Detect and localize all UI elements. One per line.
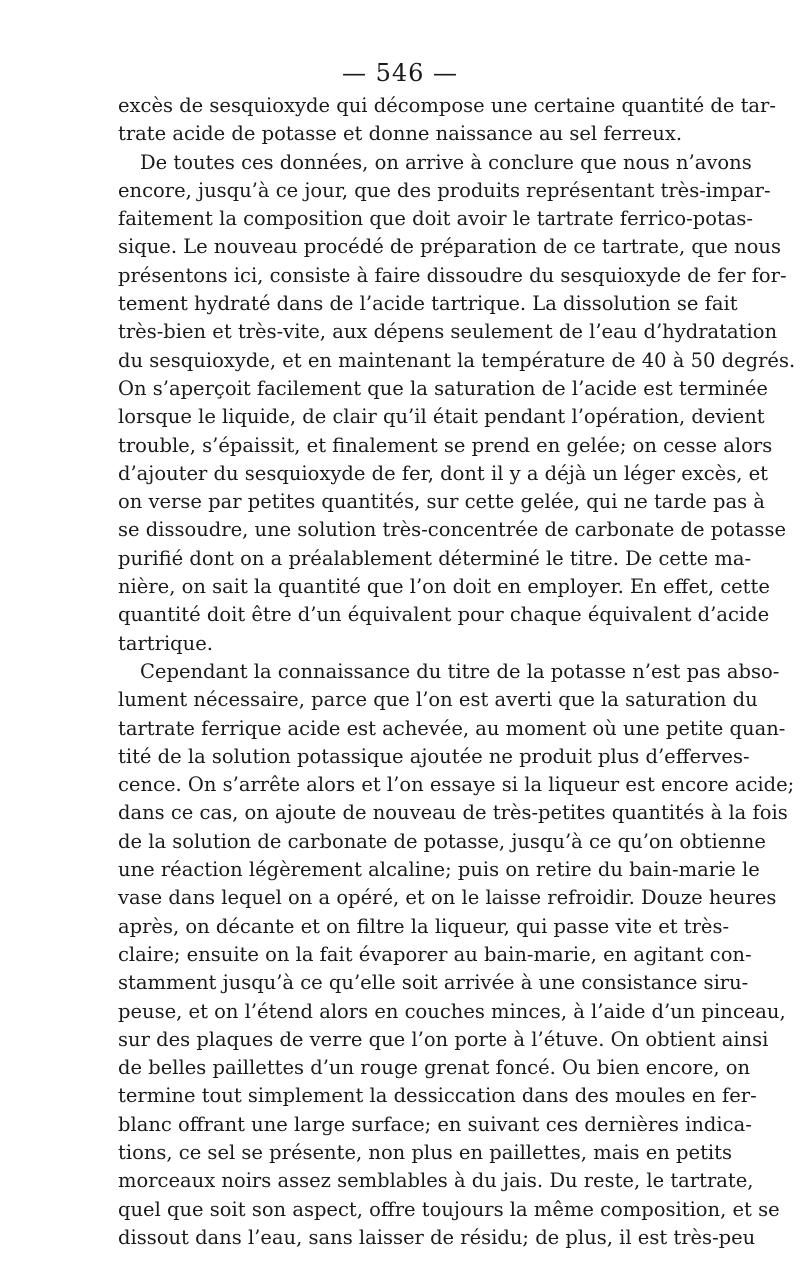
text-line: tement hydraté dans de l’acide tartrique. La dissolution se fait [118, 292, 738, 316]
text-line: cence. On s’arrête alors et l’on essaye si la liqueur est encore acide; [118, 773, 795, 797]
text-line: On s’aperçoit facilement que la saturation de l’acide est terminée [118, 376, 768, 400]
text-line: vase dans lequel on a opéré, et on le laisse refroidir. Douze heures [118, 886, 777, 910]
text-line: on verse par petites quantités, sur cette gelée, qui ne tarde pas à [118, 490, 765, 514]
text-line: de belles paillettes d’un rouge grenat foncé. Ou bien encore, on [118, 1056, 751, 1080]
text-line: Cependant la connaissance du titre de la potasse n’est pas abso- [140, 659, 780, 683]
body-text [118, 92, 796, 1252]
text-line: excès de sesquioxyde qui décompose une certaine quantité de tar- [118, 94, 776, 117]
text-line: présentons ici, consiste à faire dissoudre du sesquioxyde de fer for- [118, 263, 787, 287]
text-line: trouble, s’épaissit, et finalement se prend en gelée; on cesse alors [118, 433, 773, 457]
text-line: morceaux noirs assez semblables à du jais. Du reste, le tartrate, [118, 1169, 754, 1193]
text-line: peuse, et on l’étend alors en couches minces, à l’aide d’un pinceau, [118, 999, 786, 1023]
text-line: faitement la composition que doit avoir le tartrate ferrico-potas- [118, 207, 754, 231]
text-line: du sesquioxyde, et en maintenant la température de 40 à 50 degrés. [118, 348, 796, 372]
text-line: quel que soit son aspect, offre toujours la même composition, et se [118, 1197, 780, 1221]
text-line: tartrique. [118, 631, 213, 655]
text-line: quantité doit être d’un équivalent pour chaque équivalent d’acide [118, 603, 770, 627]
text-line: De toutes ces données, on arrive à conclure que nous n’avons [140, 150, 752, 174]
text-line: sur des plaques de verre que l’on porte à l’étuve. On obtient ainsi [118, 1027, 769, 1051]
text-line: après, on décante et on filtre la liqueur, qui passe vite et très- [118, 914, 730, 938]
text-line: sique. Le nouveau procédé de préparation de ce tartrate, que nous [118, 235, 781, 259]
text-line: lument nécessaire, parce que l’on est averti que la saturation du [118, 688, 758, 712]
text-line: claire; ensuite on la fait évaporer au bain-marie, en agitant con- [118, 942, 752, 966]
text-line: trate acide de potasse et donne naissance au sel ferreux. [118, 122, 683, 146]
text-line: lorsque le liquide, de clair qu’il était pendant l’opération, devient [118, 405, 765, 429]
text-line: tité de la solution potassique ajoutée ne produit plus d’efferves- [118, 744, 750, 768]
text-line: blanc offrant une large surface; en suivant ces dernières indica- [118, 1112, 752, 1136]
text-line: purifié dont on a préalablement déterminé le titre. De cette ma- [118, 546, 752, 570]
text-line: tartrate ferrique acide est achevée, au moment où une petite quan- [118, 716, 786, 740]
text-line: se dissoudre, une solution très-concentrée de carbonate de potasse [118, 518, 786, 542]
text-line: tions, ce sel se présente, non plus en paillettes, mais en petits [118, 1140, 732, 1164]
text-line: dissout dans l’eau, sans laisser de résidu; de plus, il est très-peu [118, 1225, 756, 1249]
text-line: très-bien et très-vite, aux dépens seulement de l’eau d’hydratation [118, 320, 778, 344]
text-line: une réaction légèrement alcaline; puis on retire du bain-marie le [118, 858, 760, 882]
text-line: stamment jusqu’à ce qu’elle soit arrivée à une consistance siru- [118, 971, 749, 995]
page-number: — 546 — [341, 59, 459, 87]
text-line: nière, on sait la quantité que l’on doit en employer. En effet, cette [118, 575, 770, 599]
text-line: de la solution de carbonate de potasse, jusqu’à ce qu’on obtienne [118, 829, 766, 853]
text-line: dans ce cas, on ajoute de nouveau de très-petites quantités à la fois [118, 801, 788, 825]
text-line: d’ajouter du sesquioxyde de fer, dont il y a déjà un léger excès, et [118, 461, 768, 485]
text-line: encore, jusqu’à ce jour, que des produits représentant très-impar- [118, 178, 771, 202]
text-line: termine tout simplement la dessiccation dans des moules en fer- [118, 1084, 757, 1108]
